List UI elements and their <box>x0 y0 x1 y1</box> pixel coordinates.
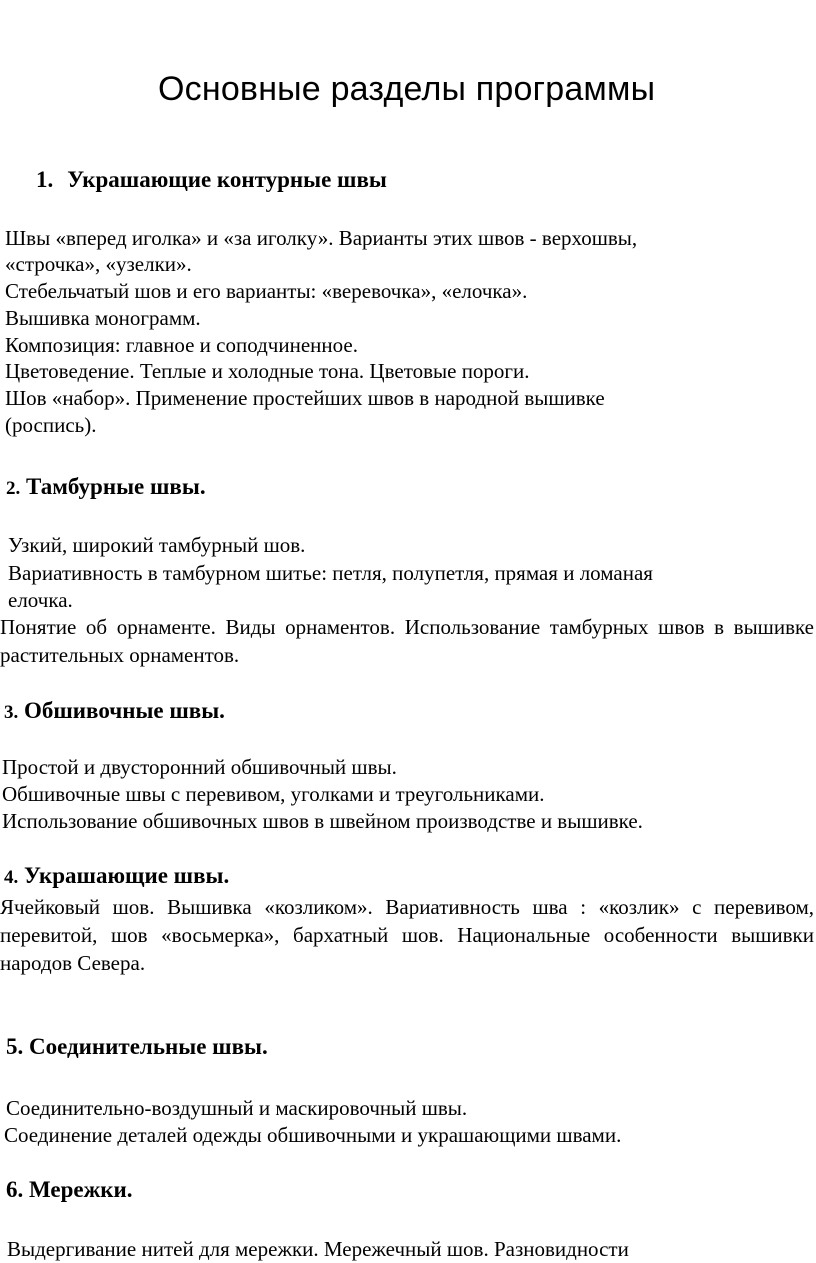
section-5-number: 5. <box>6 1034 24 1059</box>
section-5-heading <box>6 1034 268 1060</box>
section-1-line-1: Швы «вперед иголка» и «за иголку». Варианты этих швов - верхошвы, <box>5 226 638 250</box>
section-1-line-6: Цветоведение. Теплые и холодные тона. Цветовые пороги. <box>5 359 530 383</box>
section-2-title: Тамбурные швы. <box>26 474 206 499</box>
section-6-line-1: Выдергивание нитей для мережки. Мережечный шов. Разновидности <box>7 1237 629 1261</box>
section-2-line-1: Узкий, широкий тамбурный шов. <box>8 533 306 557</box>
section-1-line-3: Стебельчатый шов и его варианты: «веревочка», «елочка». <box>5 279 528 303</box>
section-2-paragraph: Понятие об орнаменте. Виды орнаментов. Использование тамбурных швов в вышивке растительных орнаментов. <box>0 615 814 667</box>
section-4-title: Украшающие швы. <box>24 863 230 888</box>
section-3-line-1: Простой и двусторонний обшивочный швы. <box>2 755 397 779</box>
document-title: Основные разделы программы <box>158 70 656 108</box>
section-1-line-2: «строчка», «узелки». <box>5 252 192 276</box>
section-4-heading <box>4 863 229 889</box>
section-1-line-5: Композиция: главное и соподчиненное. <box>5 333 358 357</box>
section-2-line-2: Вариативность в тамбурном шитье: петля, полупетля, прямая и ломаная <box>8 561 653 585</box>
section-3-line-3: Использование обшивочных швов в швейном производстве и вышивке. <box>2 809 643 833</box>
section-2-number: 2. <box>6 478 21 499</box>
section-5-title: Соединительные швы. <box>29 1034 268 1059</box>
section-3-title: Обшивочные швы. <box>24 698 225 723</box>
section-1-heading <box>36 167 387 193</box>
section-4-paragraph: Ячейковый шов. Вышивка «козликом». Вариативность шва : «козлик» с перевивом, перевитой, шов «восьмерка», бархатный шов. Национальные особенности вышивки народов Севера. <box>0 895 814 975</box>
section-2-line-3: елочка. <box>8 588 73 612</box>
section-4-number: 4. <box>4 867 19 888</box>
section-1-line-4: Вышивка монограмм. <box>5 306 201 330</box>
section-3-line-2: Обшивочные швы с перевивом, уголками и треугольниками. <box>2 782 545 806</box>
section-1-line-8: (роспись). <box>5 413 97 437</box>
section-3-heading <box>4 698 225 724</box>
section-6-heading <box>6 1177 133 1203</box>
section-1-title: Украшающие контурные швы <box>67 167 387 192</box>
section-2-heading <box>6 474 206 500</box>
section-3-number: 3. <box>4 702 19 723</box>
section-1-line-7: Шов «набор». Применение простейших швов в народной вышивке <box>5 386 605 410</box>
section-6-title: Мережки. <box>29 1177 133 1202</box>
section-5-line-1: Соединительно-воздушный и маскировочный швы. <box>6 1096 468 1120</box>
section-5-line-2: Соединение деталей одежды обшивочными и украшающими швами. <box>4 1123 622 1147</box>
section-6-number: 6. <box>6 1177 24 1202</box>
section-1-number: 1. <box>36 167 54 192</box>
